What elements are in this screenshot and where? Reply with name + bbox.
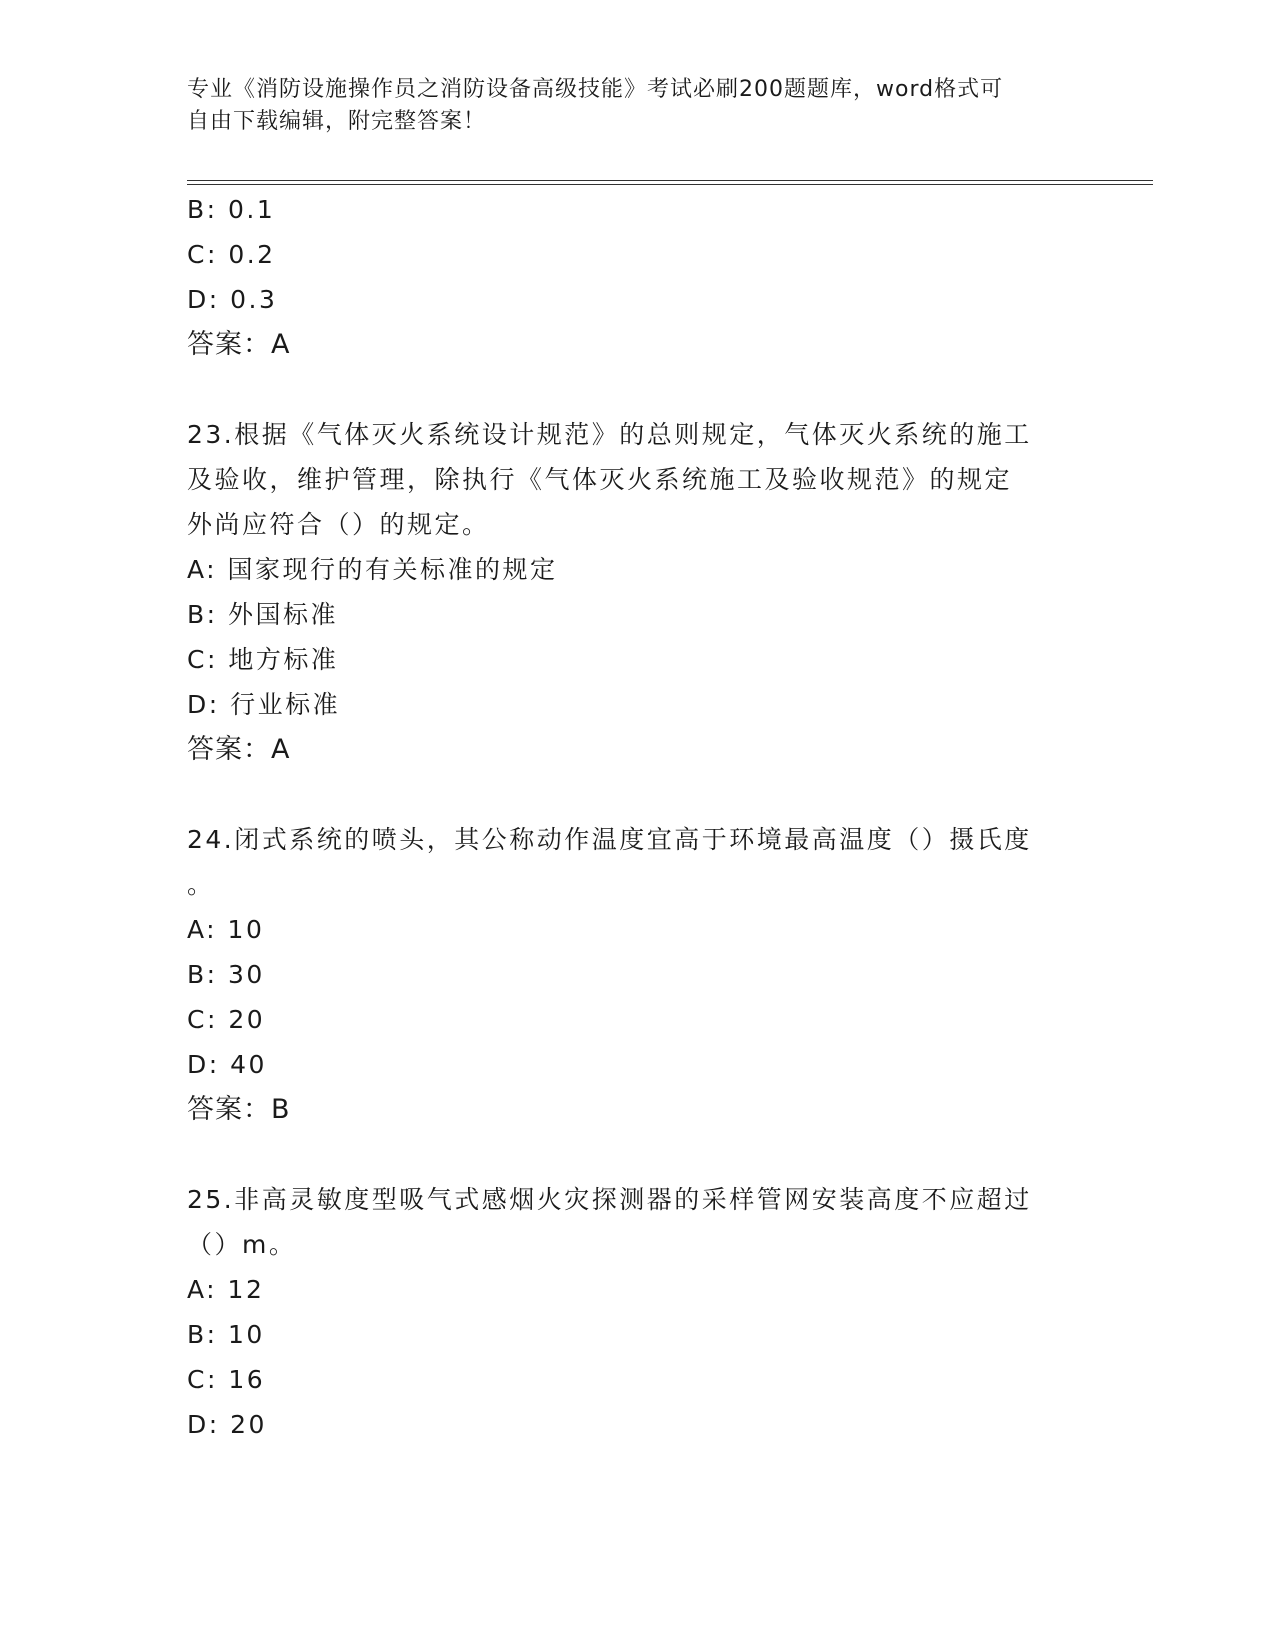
header-line-2: 自由下载编辑，附完整答案！ [187,109,487,134]
q22-option-b: B: 0.1 [187,195,276,224]
q23-option-a: A: 国家现行的有关标准的规定 [187,555,558,584]
header-divider-top [187,180,1153,181]
q24-option-b: B: 30 [187,960,265,989]
header-line-1: 专业《消防设施操作员之消防设备高级技能》考试必刷200题题库，word格式可 [187,77,1004,102]
q24-stem-line-1: 24.闭式系统的喷头，其公称动作温度宜高于环境最高温度（）摄氏度 [187,825,1032,854]
q23-stem-line-2: 及验收，维护管理，除执行《气体灭火系统施工及验收规范》的规定 [187,465,1013,494]
q25-option-b: B: 10 [187,1320,265,1349]
q23-option-c: C: 地方标准 [187,645,339,674]
q22-answer: 答案：A [187,329,291,360]
q25-option-c: C: 16 [187,1365,266,1394]
q23-stem-line-3: 外尚应符合（）的规定。 [187,510,490,539]
q24-answer: 答案：B [187,1094,291,1125]
q25-option-a: A: 12 [187,1275,265,1304]
document-header [187,74,1067,138]
q23-option-b: B: 外国标准 [187,600,339,629]
q24-option-d: D: 40 [187,1050,267,1079]
q22-option-c: C: 0.2 [187,240,276,269]
q23-stem-line-1: 23.根据《气体灭火系统设计规范》的总则规定，气体灭火系统的施工 [187,420,1032,449]
q22-option-d: D: 0.3 [187,285,278,314]
q23-answer: 答案：A [187,734,291,765]
q25-stem-line-2: （）m。 [187,1230,297,1259]
q25-option-d: D: 20 [187,1410,267,1439]
q24-option-c: C: 20 [187,1005,266,1034]
q24-option-a: A: 10 [187,915,265,944]
header-divider-bottom [187,184,1153,185]
q25-stem-line-1: 25.非高灵敏度型吸气式感烟火灾探测器的采样管网安装高度不应超过 [187,1185,1032,1214]
q24-stem-line-2: 。 [187,870,215,899]
q23-option-d: D: 行业标准 [187,690,341,719]
